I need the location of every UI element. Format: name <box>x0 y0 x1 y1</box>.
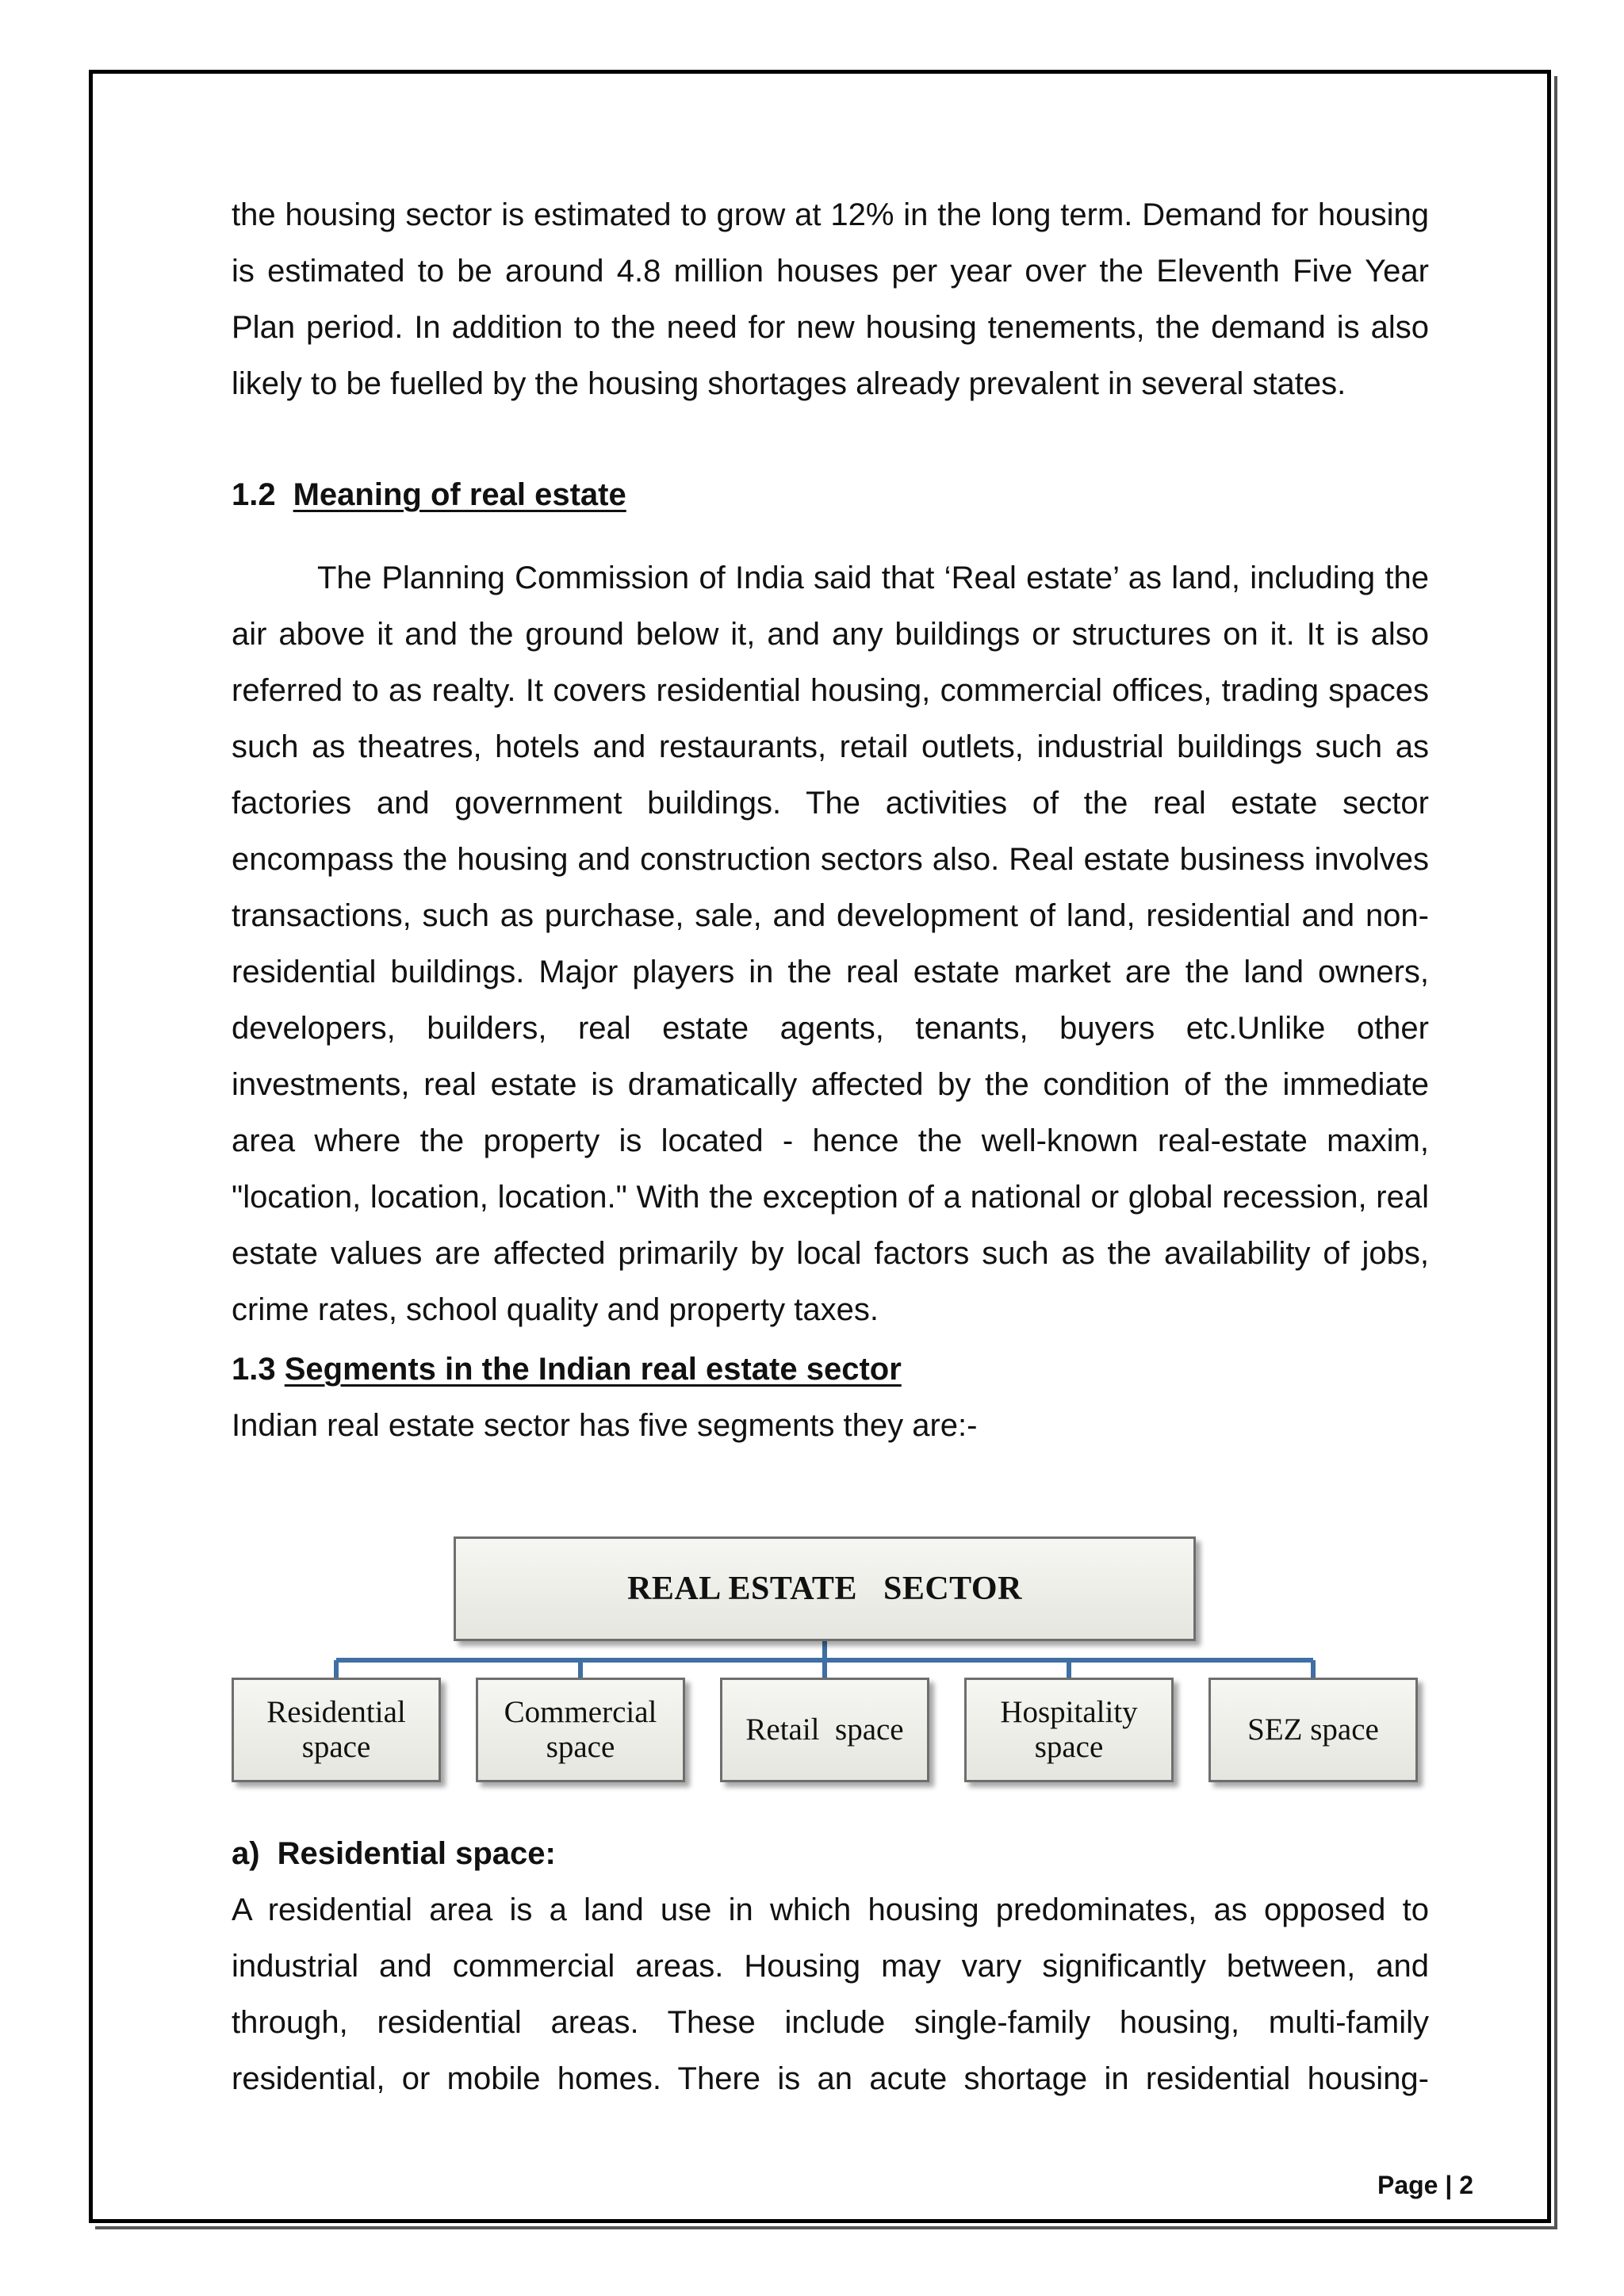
diagram-node-hospitality <box>964 1678 1174 1782</box>
diagram-node-retail <box>720 1678 929 1782</box>
section-title: Segments in the Indian real estate sector <box>284 1352 902 1387</box>
section-heading-1-2 <box>232 467 626 523</box>
node-label-2: space <box>1034 1730 1104 1764</box>
subsection-title: Residential space: <box>277 1836 556 1871</box>
residential-paragraph: A residential area is a land use in which housing predominates, as opposed to industrial and commercial areas. Housing may vary significantly between, and through, residential areas. These include single-family housing, multi-family residential, or mobile homes. There is an acute shortage in residential housing- <box>232 1892 1429 2096</box>
diagram-node-sez <box>1208 1678 1418 1782</box>
section-number: 1.2 <box>232 477 276 512</box>
diagram-node-commercial <box>476 1678 685 1782</box>
segments-intro: Indian real estate sector has five segments they are:- <box>232 1408 978 1443</box>
node-label: SEZ space <box>1247 1712 1379 1747</box>
page-number: Page | 2 <box>1377 2171 1473 2199</box>
subsection-label: a) <box>232 1836 260 1871</box>
node-label-2: space <box>301 1730 371 1764</box>
meaning-paragraph: The Planning Commission of India said that ‘Real estate’ as land, including the air above it and the ground below it, and any buildings or structures on it. It is also referred to as realty. It covers residential housing, commercial offices, trading spaces such as theatres, hotels and restaurants, retail outlets, industrial buildings such as factories and government buildings. The activities of the real estate sector encompass the housing and construction sectors also. Real estate business involves transactions, such as purchase, sale, and development of land, residential and non-residential buildings. Major players in the real estate market are the land owners, developers, builders, real estate agents, tenants, buyers etc.Unlike other investments, real estate is dramatically affected by the condition of the immediate area where the property is located - hence the well-known real-estate maxim, "location, location, location." With the exception of a national or global recession, real estate values are affected primarily by local factors such as the availability of jobs, crime rates, school quality and property taxes. <box>232 561 1429 1327</box>
diagram-node-residential <box>232 1678 441 1782</box>
intro-paragraph: the housing sector is estimated to grow at 12% in the long term. Demand for housing is estimated to be around 4.8 million houses per year over the Eleventh Five Year Plan period. In addition to the need for new housing tenements, the demand is also likely to be fuelled by the housing shortages already prevalent in several states. <box>232 197 1429 401</box>
node-label: Residential <box>266 1695 406 1729</box>
section-title: Meaning of real estate <box>293 477 626 512</box>
section-number: 1.3 <box>232 1352 276 1387</box>
node-label: Retail space <box>745 1712 904 1747</box>
real-estate-segments-diagram <box>230 1536 1419 1790</box>
node-label-2: space <box>546 1730 615 1764</box>
node-label: Hospitality <box>1000 1695 1138 1729</box>
section-heading-1-3 <box>232 1341 902 1398</box>
subsection-heading-a <box>232 1826 556 1882</box>
diagram-root-box <box>454 1536 1196 1641</box>
diagram-root-label: REAL ESTATE SECTOR <box>627 1571 1022 1607</box>
node-label: Commercial <box>504 1695 657 1729</box>
